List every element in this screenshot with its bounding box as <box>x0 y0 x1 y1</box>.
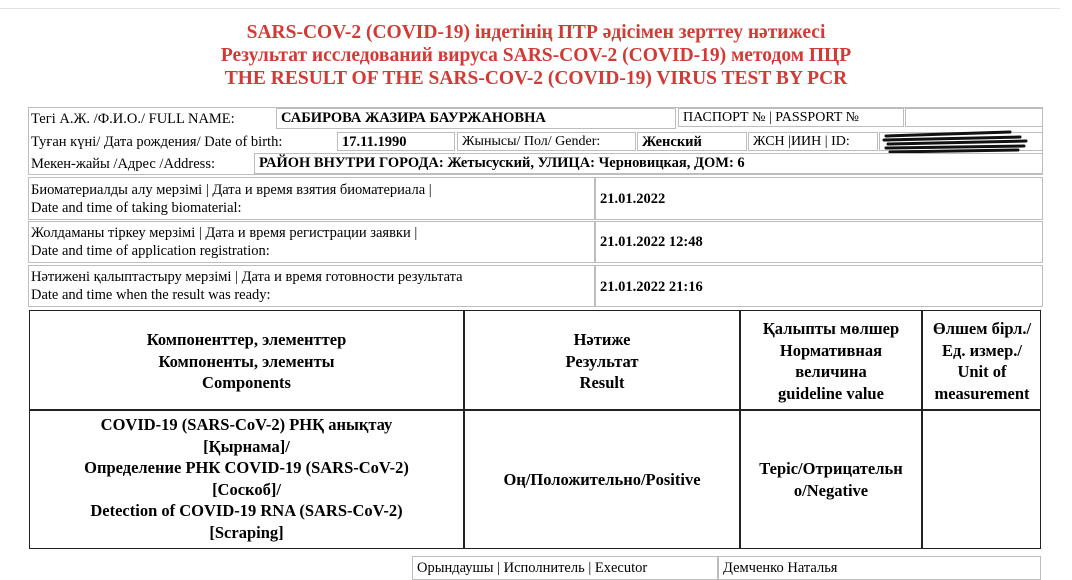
date-row-biomaterial-divider <box>594 177 596 220</box>
registration-label-2: Date and time of application registration: <box>31 243 270 259</box>
dob-label: Туған күні/ Дата рождения/ Date of birth: <box>31 134 283 150</box>
iin-label: ЖСН |ИИН | ID: <box>748 132 878 151</box>
date-row-registration-divider <box>594 221 596 263</box>
title-en: THE RESULT OF THE SARS-COV-2 (COVID-19) VIRUS TEST BY PCR <box>224 68 848 89</box>
name-label: Тегі А.Ж. /Ф.И.О./ FULL NAME: <box>31 111 235 127</box>
passport-value <box>905 108 1043 127</box>
biomaterial-label-1: Биоматериалды алу мерзімі | Дата и время взятия биоматериала | <box>31 182 432 198</box>
header-result: Нәтиже Результат Result <box>565 330 639 392</box>
header-norm: Қалыпты мөлшер Нормативная величина guideline value <box>762 319 900 403</box>
date-row-ready-divider <box>594 265 596 307</box>
ready-label-1: Нәтижені қалыптастыру мерзімі | Дата и время готовности результата <box>31 269 463 285</box>
executor-label: Орындаушы | Исполнитель | Executor <box>412 556 718 580</box>
row-norm: Теріс/Отрицательн о/Negative <box>759 459 903 500</box>
biomaterial-date: 21.01.2022 <box>600 191 666 207</box>
ready-label-2: Date and time when the result was ready: <box>31 287 271 303</box>
registration-date: 21.01.2022 12:48 <box>600 234 703 250</box>
header-components: Компоненттер, элементтер Компоненты, элементы Components <box>146 330 347 392</box>
name-value: САБИРОВА ЖАЗИРА БАУРЖАНОВНА <box>276 108 676 129</box>
header-unit: Өлшем бірл./ Ед. измер./ Unit of measurement <box>932 319 1032 403</box>
address-label: Мекен-жайы /Адрес /Address: <box>31 156 215 172</box>
executor-value: Демченко Наталья <box>718 556 1041 580</box>
address-value: РАЙОН ВНУТРИ ГОРОДА: Жетысуский, УЛИЦА: Черновицкая, ДОМ: 6 <box>254 153 1043 174</box>
gender-label: Жынысы/ Пол/ Gender: <box>457 132 636 151</box>
row-component: COVID-19 (SARS-CoV-2) РНҚ анықтау [Қырнама]/ Определение РНК COVID-19 (SARS-CoV-2) [Соскоб]/ Detection of COVID-19 RNA (SARS-CoV-2) [Scraping] <box>84 415 409 542</box>
row-result: Оң/Положительно/Positive <box>503 470 701 489</box>
results-header-divider <box>29 409 1041 411</box>
passport-label: ПАСПОРТ № | PASSPORT № <box>678 108 904 127</box>
biomaterial-label-2: Date and time of taking biomaterial: <box>31 200 242 216</box>
dob-value: 17.11.1990 <box>337 132 455 151</box>
gender-value: Женский <box>637 132 747 151</box>
top-rule <box>0 8 1060 9</box>
ready-date: 21.01.2022 21:16 <box>600 279 703 295</box>
registration-label-1: Жолдаманы тіркеу мерзімі | Дата и время регистрации заявки | <box>31 225 418 241</box>
title-ru: Результат исследований вируса SARS-COV-2 (COVID-19) методом ПЦР <box>220 45 852 66</box>
title-kz: SARS-COV-2 (COVID-19) індетінің ПТР әдісімен зерттеу нәтижесі <box>246 22 826 43</box>
